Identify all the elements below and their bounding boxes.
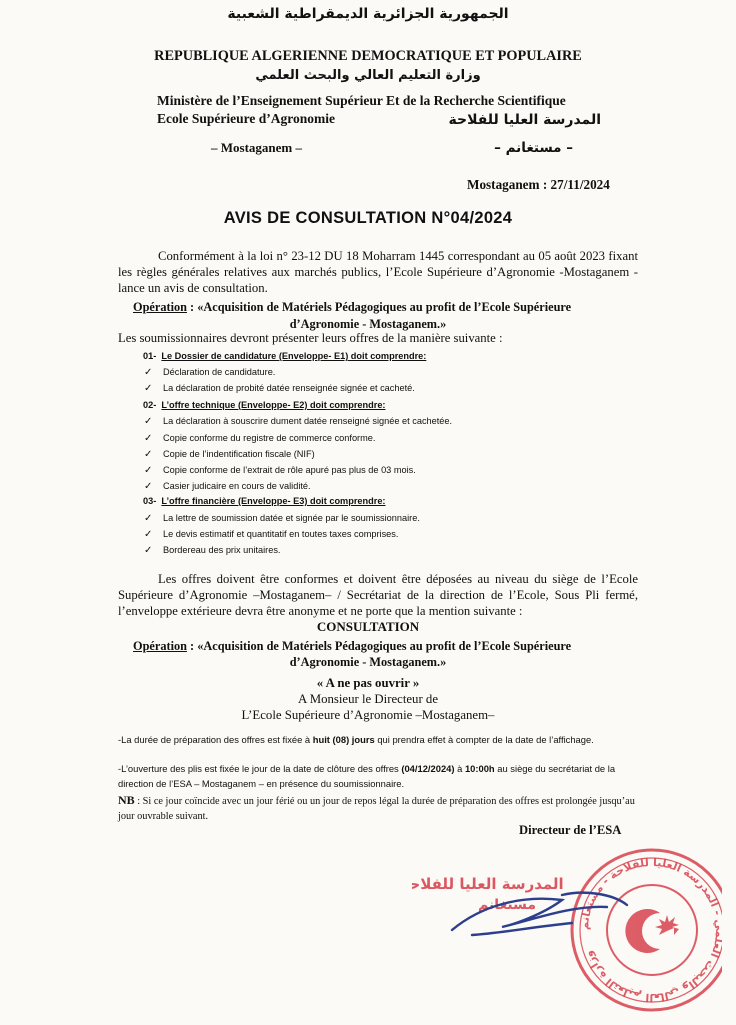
section-heading-text: Le Dossier de candidature (Enveloppe- E1) doit comprendre: (161, 351, 427, 361)
checkmark-icon: ✓ (144, 367, 153, 378)
checkmark-icon: ✓ (144, 545, 153, 556)
intro-paragraph: Conformément à la loi n° 23-12 DU 18 Moharram 1445 correspondant au 05 août 2023 fixant les règles générales relatives aux marchés publics, l’Ecole Supérieure d’Agronomie -Mostaganem - lance un avis de consultation. (118, 249, 638, 295)
list-item: ✓ Bordereau des prix unitaires. (144, 545, 281, 556)
header-ar-school: المدرسة العليا للفلاحة (448, 112, 601, 128)
header-republic: REPUBLIQUE ALGERIENNE DEMOCRATIQUE ET POPULAIRE (154, 48, 582, 64)
section-3-heading (143, 496, 386, 506)
checkmark-icon: ✓ (144, 433, 153, 444)
page-title: AVIS DE CONSULTATION N°04/2024 (223, 209, 513, 227)
do-not-open: « A ne pas ouvrir » (316, 676, 420, 690)
checkmark-icon: ✓ (144, 465, 153, 476)
list-item: ✓ Copie de l’indentification fiscale (NIF) (144, 449, 315, 460)
operation-label: Opération (133, 639, 187, 653)
operation-line-1 (133, 299, 571, 315)
note-preparation: -La durée de préparation des offres est fixée à huit (08) jours qui prendra effet à compter de la date de l’affichage. (118, 734, 594, 745)
operation-line-2: d’Agronomie - Mostaganem.» (289, 317, 447, 331)
header-ar-republic: الجمهورية الجزائرية الديمقراطية الشعبية (227, 6, 509, 22)
section-number: 02- (143, 400, 157, 410)
deposit-paragraph: Les offres doivent être conformes et doivent être déposées au niveau du siège de l’Ecole Supérieure d’Agronomie –Mostaganem– / Secrétariat de la direction de l’Ecole, Sous Pli fermé, l’enveloppe extérieure devra être anonyme et ne porte que la mention suivante : (118, 572, 638, 618)
note-opening: -L’ouverture des plis est fixée le jour de la date de clôture des offres (04/12/2024) à 10:00h au siège du secrétariat de la direction de l’ESA – Mostaganem – en présence du soumissionnaire. (118, 763, 616, 789)
stamp-city-text: مستغانم (477, 897, 537, 913)
list-item: ✓ Déclaration de candidature. (144, 367, 276, 378)
operation-repeat-line-2: d’Agronomie - Mostaganem.» (289, 655, 447, 669)
stamp-icon (412, 835, 722, 1020)
checkmark-icon: ✓ (144, 449, 153, 460)
checkmark-icon: ✓ (144, 383, 153, 394)
section-number: 03- (143, 496, 157, 506)
addressee: A Monsieur le Directeur de (297, 692, 438, 706)
section-heading-text: L’offre technique (Enveloppe- E2) doit comprendre: (161, 400, 386, 410)
crescent-star-icon (625, 909, 679, 953)
document-date: Mostaganem : 27/11/2024 (467, 177, 610, 192)
operation-text: : «Acquisition de Matériels Pédagogiques au profit de l’Ecole Supérieure (186, 639, 572, 653)
header-school: Ecole Supérieure d’Agronomie (157, 111, 335, 126)
list-item: ✓ Copie conforme du registre de commerce conforme. (144, 433, 376, 444)
header-ar-city: – مستغانم – (494, 140, 573, 156)
operation-repeat-line-1 (133, 638, 571, 654)
header-ministry: Ministère de l’Enseignement Supérieur Et de la Recherche Scientifique (157, 93, 566, 108)
list-item: ✓ Copie conforme de l’extrait de rôle apuré pas plus de 03 mois. (144, 465, 416, 476)
header-city: – Mostaganem – (211, 140, 302, 155)
list-item: ✓ La déclaration de probité datée renseignée signée et cacheté. (144, 383, 415, 394)
bidders-intro: Les soumissionnaires devront présenter leurs offres de la manière suivante : (118, 331, 503, 345)
checkmark-icon: ✓ (144, 481, 153, 492)
section-2-heading (143, 400, 385, 410)
signatory: Directeur de l’ESA (519, 823, 622, 837)
note-nb: NB : Si ce jour coïncide avec un jour férié ou un jour de repos légal la durée de préparation des offres est prolongée jusqu’au jour ouvrable suivant. (118, 793, 635, 822)
header-ar-ministry: وزارة التعليم العالي والبحث العلمي (255, 68, 481, 83)
list-item: ✓ La lettre de soumission datée et signée par le soumissionnaire. (144, 513, 420, 524)
operation-label: Opération (133, 300, 187, 314)
consultation-word: CONSULTATION (316, 619, 420, 634)
stamp-ring-text: وزارة التعليم العالي والبحث ال المدرسة العليا للفلاحة - مستغانم (577, 855, 722, 1005)
checkmark-icon: ✓ (144, 529, 153, 540)
stamp-school-text: المدرسة العليا للفلاحة (412, 875, 564, 893)
list-item: ✓ Casier judicaire en cours de validité. (144, 481, 311, 492)
addressee-school: L’Ecole Supérieure d’Agronomie –Mostaganem– (241, 708, 495, 722)
operation-text: : «Acquisition de Matériels Pédagogiques au profit de l’Ecole Supérieure (186, 300, 572, 314)
official-stamp (412, 835, 722, 1020)
list-item: ✓ La déclaration à souscrire dument datée renseigné signée et cachetée. (144, 416, 453, 427)
section-number: 01- (143, 351, 157, 361)
section-1-heading (143, 351, 426, 361)
checkmark-icon: ✓ (144, 416, 153, 427)
list-item: ✓ Le devis estimatif et quantitatif en toutes taxes comprises. (144, 529, 399, 540)
checkmark-icon: ✓ (144, 513, 153, 524)
svg-text:وزارة التعليم العالي والبحث ال (578, 856, 722, 1004)
section-heading-text: L’offre financière (Enveloppe- E3) doit comprendre: (161, 496, 386, 506)
